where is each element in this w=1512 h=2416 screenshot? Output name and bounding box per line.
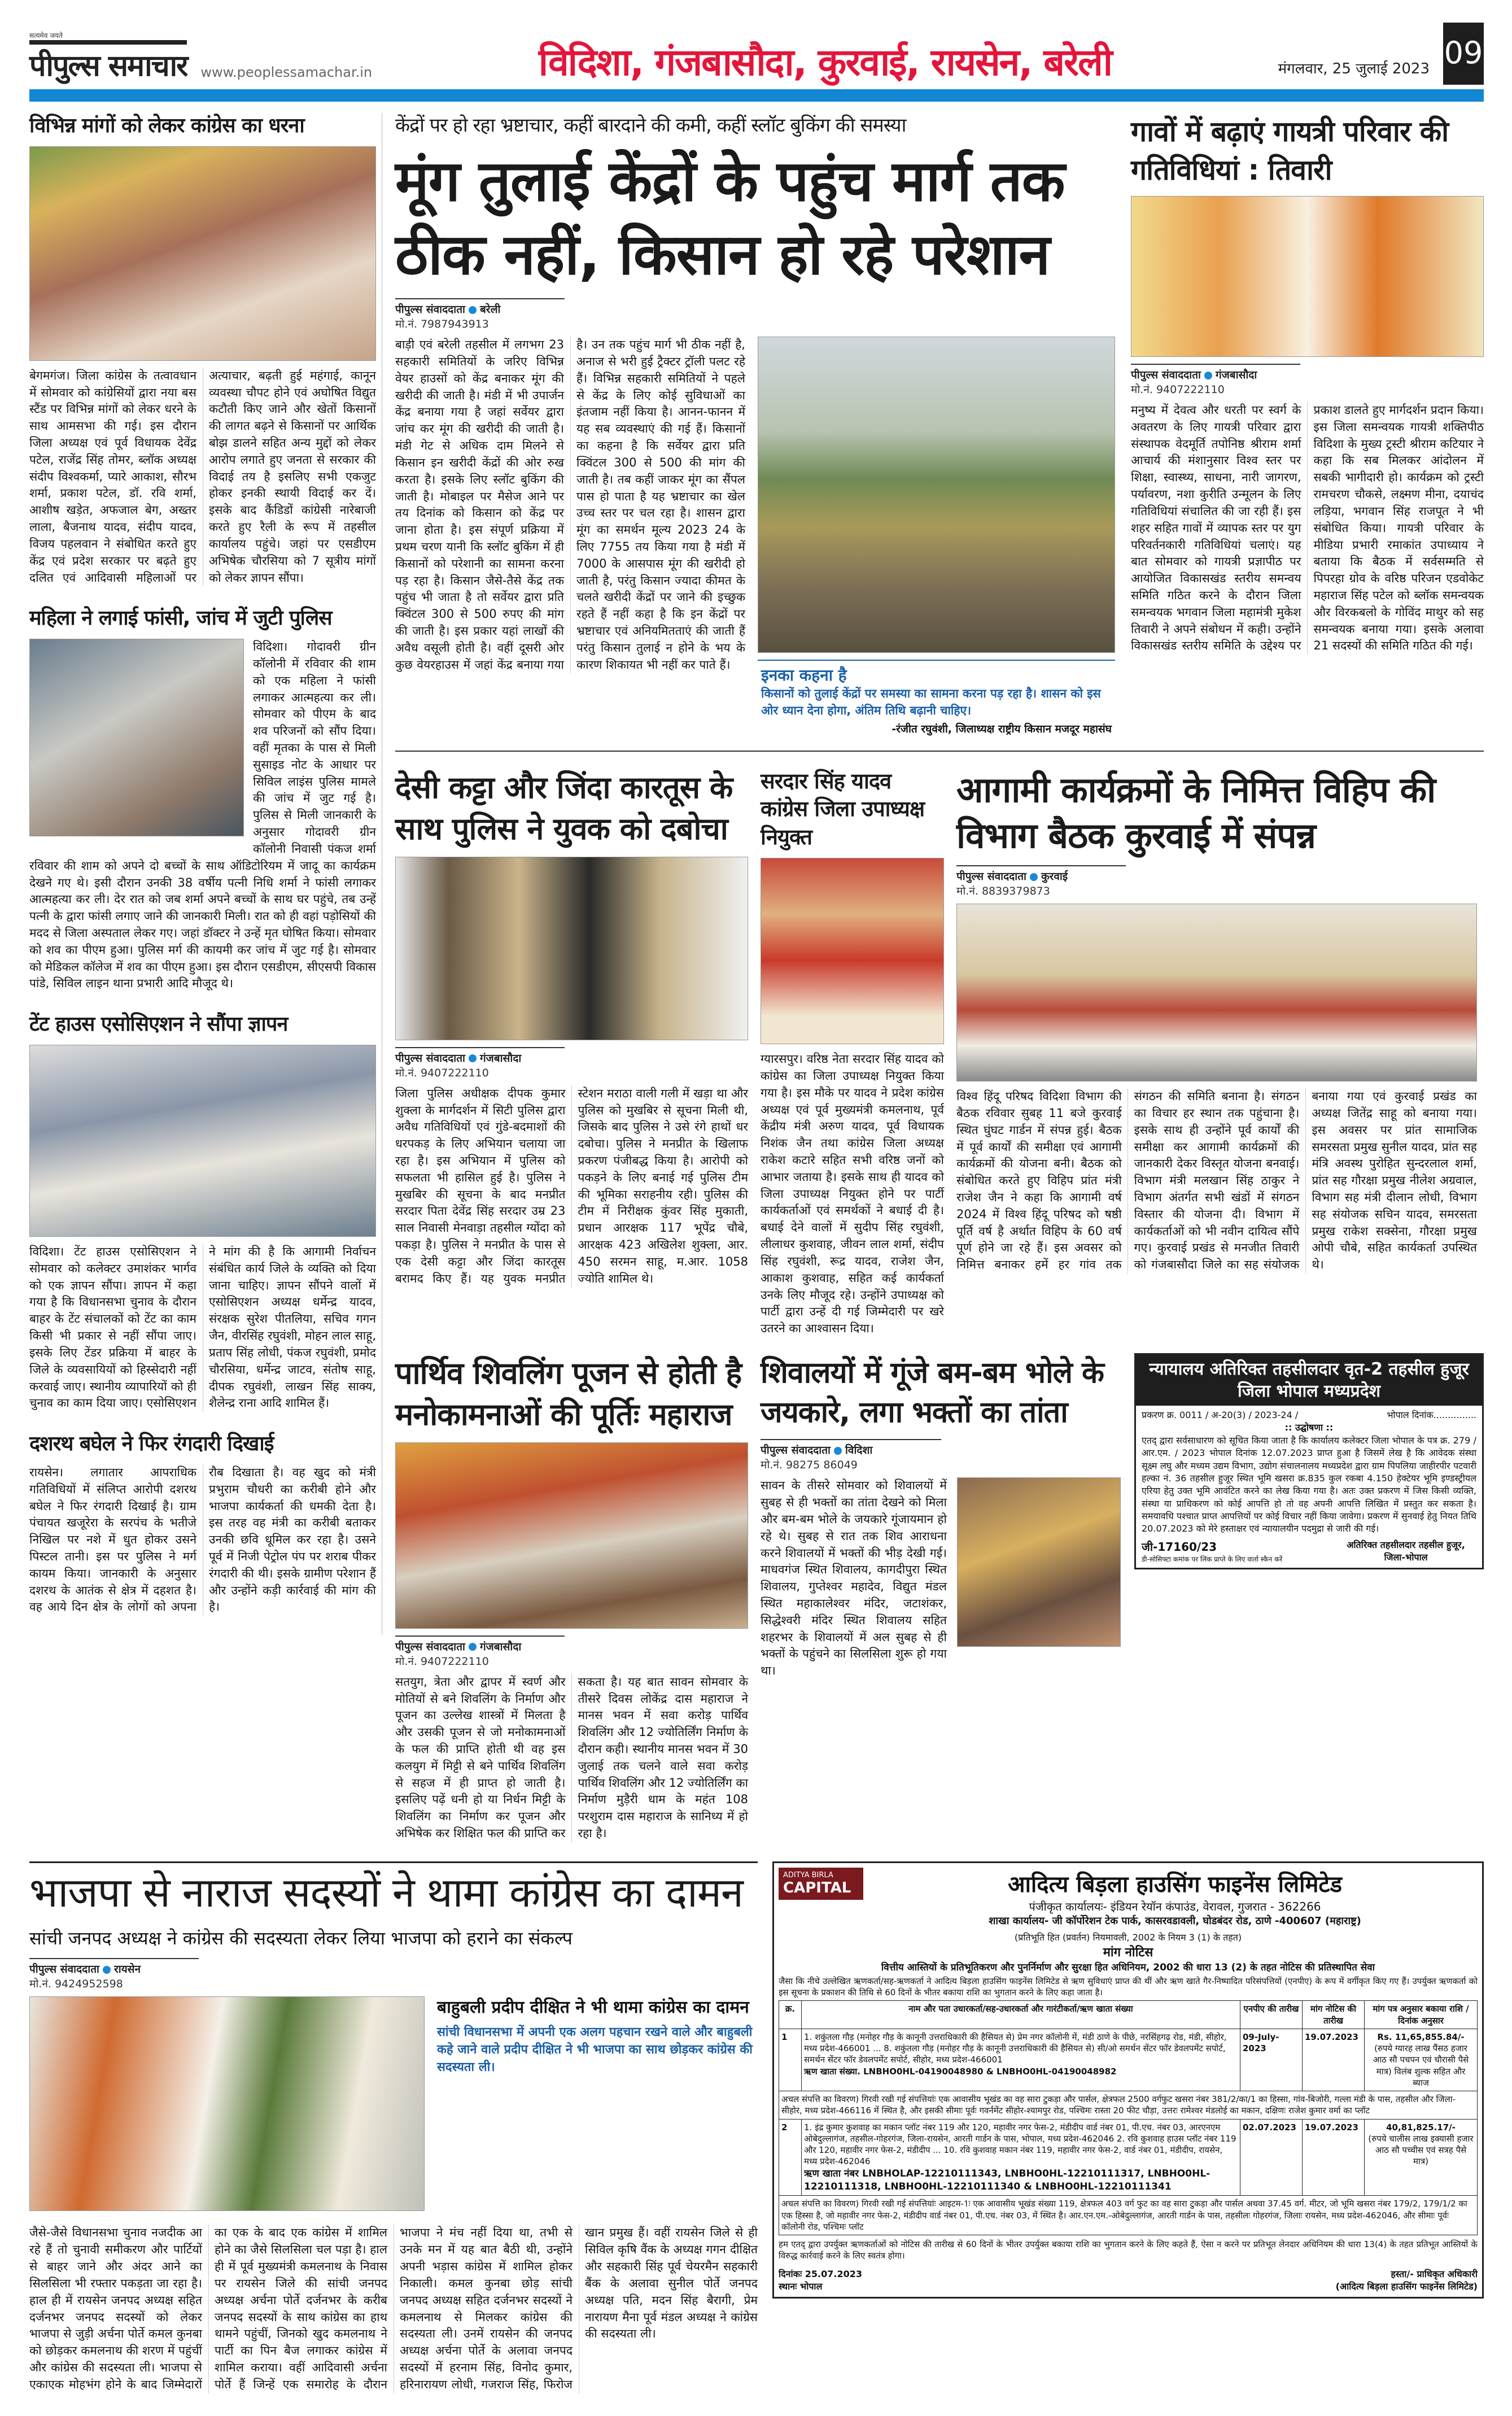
notice-footer-text: हम एतद् द्वारा उपर्युक्त ऋणकर्ताओं को नोटिस की तारीख से 60 दिनों के भीतर उपर्युक्त बकाया राशि का भुगतान करने के लिए कहते हैं, ऐसा न करने पर प्रतिभूत लेनदार अधिनियम की धारा 13(4) के तहत प्रतिभूत आस्तियों के विरुद्ध कार्रवाई करने के लिए स्वतंत्र होगा। [779, 2239, 1478, 2261]
headline-parthiv: पार्थिव शिवलिंग पूजन से होती है मनोकामनाओं की पूर्तिः महाराज [395, 1355, 742, 1432]
bottom-block [29, 1861, 1484, 2393]
headline-tent-house: टेंट हाउस एसोसिएशन ने सौंपा ज्ञापन [29, 1013, 288, 1036]
demand-notice-table [779, 2000, 1478, 2235]
company-title: आदित्य बिड़ला हाउसिंग फाइनेंस लिमिटेड [1008, 1871, 1342, 1898]
byline-mobile: मो.नं. 7987943913 [395, 318, 489, 331]
parthiv-byline [395, 1636, 565, 1674]
notice-section-title: :: उद्घोषणा :: [1284, 1422, 1334, 1433]
byline-mobile: मो.नं. 9407222110 [395, 1066, 489, 1079]
section-sardar-singh [761, 767, 944, 1337]
article-text: सतयुग, त्रेता और द्वापर में स्वर्ण और मोतियों से बने शिवलिंग के निर्माण और पूजन का उल्लेख शास्त्रों में मिलता है और उसकी पूजन से जो मनोकामनाओं के फल की प्राप्ति होती थी वह इस कलयुग में मिट्टी से बने पार्थिव शिवलिंग से सहज में ही प्राप्त हो जाती है। इसलिए पढ़ें धनी हो या निर्धन मिट्टी के शिवलिंग का निर्माण कर पूजन और अभिषेक कर शिक्षित फल की प्राप्ति कर सकता है। यह बात सावन सोमवार के तीसरे दिवस लोकेंद्र दास महाराज ने मानस भवन में सवा करोड़ पार्थिव शिवलिंग और 12 ज्योतिर्लिंग निर्माण के दौरान कही। स्थानीय मानस भवन में 30 जुलाई तक चलने वाले सवा करोड़ पार्थिव शिवलिंग और 12 ज्योतिर्लिंग का निर्माण मुड़ैरी धाम के महंत 108 परशुराम दास महाराज के सानिध्य में हो रहा है। [395, 1674, 748, 1841]
section-gayatri [1131, 113, 1484, 655]
newspaper-logo[interactable] [29, 30, 187, 85]
notice-title: मांग नोटिस [1103, 1945, 1153, 1960]
top-block [29, 113, 1484, 1842]
article-gayatri [1131, 402, 1484, 655]
article-parthiv [395, 1674, 748, 1842]
byline-mobile: मो.नं. 9407222110 [1131, 383, 1225, 396]
brand-name: CAPITAL [783, 1879, 851, 1896]
photo-police-arrest [395, 857, 748, 1040]
byline-reporter: पीपुल्स संवाददाता [1131, 369, 1201, 381]
borrower-names: 1. शकुंतला गौड़ (मनोहर गौड़ के कानूनी उत्तराधिकारी की हैसियत से) प्रेम नगर कॉलोनी में, मंडी ठाणे के पीछे, नरसिंहगढ़ रोड, मंडी, सीहोर, मध्य प्रदेश-466001 ... 8. शकुंतला गौड़ (मनोहर गौड़ के कानूनी उत्तराधिकारी की हैसियत से) सी/ओ समर्थन सेंटर फॉर डेवलपमेंट सपोर्ट, समर्थन सेंटर फॉर डेवलपमेंट सपोर्ट, सीहोर, मध्य प्रदेश-466001 [804, 2031, 1227, 2065]
region-title: विदिशा, गंजबासौदा, कुरवाई, रायसेन, बरेली [538, 40, 1112, 84]
side-box-text: सांची विधानसभा में अपनी एक अलग पहचान रखने वाले और बाहुबली कहे जाने वाले प्रदीप दीक्षित ने भी भाजपा का साथ छोड़कर कांग्रेस की सदस्यता ली। [437, 2025, 753, 2074]
col-header: एनपीए की तारीख [1240, 2001, 1303, 2029]
amount-words: (रुपये चालीस लाख इक्यासी हजार आठ सौ पच्चीस एवं सत्रह पैसे मात्र) [1368, 2133, 1474, 2167]
article-text: बेगमगंज। जिला कांग्रेस के तत्वावधान में सोमवार को कांग्रेसियों द्वारा नया बस स्टैंड पर विभिन्न मांगों को लेकर धरने के साथ आमसभा की गई। इस दौरान जिला अध्यक्ष एवं पूर्व विधायक देवेंद्र पटेल, राजेंद्र सिंह तोमर, ब्लॉक अध्यक्ष संदीप विश्वकर्मा, प्यारे आकाश, सौरभ शर्मा, प्रकाश पटेल, डॉ. रवि शर्मा, आशीष खड़ेत, अफजाल बेग, अख्तर लाला, बैजनाथ यादव, संदीप यादव, विजय पहलवान ने संबोधित करते हुए केंद्र एवं प्रदेश सरकार पर बढ़ते हुए दलित एवं आदिवासी महिलाओं पर अत्याचार, बढ़ती हुई महंगाई, कानून व्यवस्था चौपट होने एवं अघोषित विद्युत कटौती किए जाने और खेतों किसानों की लागत बढ़ने से किसानों पर आर्थिक बोझ डालने सहित अन्य मुद्दों को लेकर आरोप लगाते हुए जनता से सरकार की विदाई तय है इसलिए सभी एकजुट होकर इनकी स्थायी विदाई कर दें। इसके बाद कैंडिडों कांग्रेसी नारेबाजी करते हुए रैली के रूप में तहसील कार्यालय पहुंचे। जहां पर एसडीएम अभिषेक चौरसिया को 7 सूत्रीय मांगों को लेकर ज्ञापन सौंपा। [29, 368, 376, 585]
brand-logo [779, 1868, 863, 1900]
byline-place: विदिशा [845, 1444, 873, 1457]
byline-reporter: पीपुल्स संवाददाता [395, 303, 465, 316]
quote-box [758, 660, 1115, 739]
notice-signature: अतिरिक्त तहसीलदार तहसील हुजूर, जिला-भोपाल [1347, 1539, 1465, 1563]
amount-cell [1365, 2119, 1478, 2196]
col-header: मांग पत्र अनुसार बकाया राशि / दिनांक अनुसार [1365, 2001, 1478, 2029]
article-text: बाड़ी एवं बरेली तहसील में लगभग 23 सहकारी समितियों के जरिए विभिन्न वेयर हाउसों को केंद्र बनाकर मूंग की खरीदी की जाती है। मंडी में भी उपार्जन केंद्र बनाया गया है जहां सर्वेयर द्वारा जांच कर मूंग की खरीदी की जाती है। मंडी गेट से अधिक दाम मिलने से किसान इन खरीदी केंद्रों की ओर रुख करता है। इसके लिए स्लॉट बुकिंग की जाती है। मोबाइल पर मैसेज आने पर तय दिनांक को किसान को केंद्र पर जाना होता है। इस संपूर्ण प्रक्रिया में प्रथम चरण यानी कि स्लॉट बुकिंग में ही किसानों को परेशानी का सामना करना पड़ रहा है। किसान जैसे-तैसे केंद्र तक पहुंच भी जाता है तो सर्वेयर द्वारा प्रति क्विंटल 300 से 500 रुपए की मांग की जाती है। इस प्रकार यहां लाखों की अवैध वसूली होती है। वहीं दूसरी ओर कुछ वेयरहाउस में जहां केंद्र बनाया गया है। उन तक पहुंच मार्ग भी ठीक नहीं है, अनाज से भरी हुई ट्रैक्टर ट्रॉली पलट रहे हैं। विभिन्न सहकारी समितियों ने पहले से केंद्र के लिए कोई सुविधाओं का इंतजाम नहीं किया है। आनन-फानन में यह सब व्यवस्थाएं की गई हैं। किसानों का कहना है कि सर्वेयर द्वारा प्रति क्विंटल 300 से 500 की मांग की जाती है। तब कहीं जाकर मूंग का सैंपल पास हो पाता है यह भ्रष्टाचार का खेल उच्च स्तर पर चल रहा है। शासन द्वारा मूंग का समर्थन मूल्य 2023 24 के लिए 7755 तय किया गया है मंडी में 7000 के आसपास मूंग की खरीदी हो जाती है, परंतु किसान ज्यादा कीमत के चलते खरीदी केंद्रों पर जाने की इच्छुक रहते हैं नहीं कहा है कि इन केंद्रों पर भ्रष्टाचार एवं अनियमितताएं की जाती हैं परंतु किसान तुलाई न होने के भय के कारण शिकायत भी नहीं कर पाते हैं। [395, 338, 745, 671]
row-no: 1 [779, 2029, 802, 2091]
notice-issue-date: दिनांकः 25.07.2023 [779, 2268, 862, 2279]
borrower-names: 1. इंद्र कुमार कुशवाह का मकान प्लॉट नंबर 119 और 120, महावीर नगर फेस-2, मंडीदीप वार्ड नंबर 01, पी.एच. नंबर 03, आरएनएम ओबेदुल्लागंज, तहसील-गोहरगंज, जिला-रायसेन, आरती गार्डन के पास, भोपाल, मध्य प्रदेश-462046 2. रवि कुशवाह हाउस प्लॉट नंबर 119 और 120, महावीर नगर फेस-2, मंडीदीप ... 10. रवि कुशवाह मकान नंबर 119, महावीर नगर फेस-2, वार्ड नंबर 01, मंडीदीप, रायसेन, मध्य प्रदेश-462046 [804, 2122, 1236, 2167]
court-notice-title: न्यायालय अतिरिक्त तहसीलदार वृत-2 तहसील हुजूर जिला भोपाल मध्यप्रदेश [1136, 1355, 1482, 1406]
bjp-media-row [29, 1996, 758, 2218]
article-bam-bam [761, 1477, 947, 1680]
byline-mobile: मो.नं. 9407222110 [395, 1655, 489, 1668]
quote-text: किसानों को तुलाई केंद्रों पर समस्या का सामना करना पड़ रहा है। शासन को इस ओर ध्यान देना होगा, अंतिम तिथि बढ़ानी चाहिए। [761, 687, 1101, 717]
article-tent-house [29, 1244, 376, 1412]
headline-desi-katta: देसी कट्टा और जिंदा कारतूस के साथ पुलिस ने युवक को दबोचा [395, 769, 733, 847]
article-text: जिला पुलिस अधीक्षक दीपक कुमार शुक्ला के मार्गदर्शन में सिटी पुलिस द्वारा अवैध गतिविधियों एवं गुंडे-बदमाशों की धरपकड़ के लिए अभियान चलाया जा रहा है। इस अभियान में पुलिस को सफलता भी हासिल हुई है। पुलिस ने मुखबिर की सूचना के बाद मनप्रीत सरदार पिता देवेंद्र सिंह सरदार उम्र 23 साल निवासी मेनवाड़ा तहसील ग्योंदा को पकड़ा है। पुलिस ने मनप्रीत के पास से एक देसी कट्टा और जिंदा कारतूस बरामद किए हैं। यह युवक मनप्रीत स्टेशन मराठा वाली गली में खड़ा था और पुलिस को मुखबिर से सूचना मिली थी, जिसके बाद पुलिस ने उसे रंगे हाथों धर दबोचा। पुलिस ने मनप्रीत के खिलाफ प्रकरण पंजीबद्ध किया है। आरोपी को पकड़ने के लिए बनाई गई पुलिस टीम की भूमिका सराहनीय रही। पुलिस की टीम में निरीक्षक कुंवर सिंह मुकाती, प्रधान आरक्षक 117 भूपेंद्र चौबे, आरक्षक 423 अखिलेश शुक्ला, आर. 450 सरमन साहू, म.आर. 1058 ज्योति शामिल थे। [395, 1086, 748, 1285]
row-names [802, 2119, 1240, 2196]
court-notice-body [1136, 1406, 1482, 1568]
website-url[interactable]: www.peoplessamachar.in [200, 64, 373, 80]
row-c [395, 1353, 1484, 1842]
photo-parthiv-pooja [395, 1442, 748, 1629]
article-text: विदिशा। टेंट हाउस एसोसिएशन ने सोमवार को कलेक्टर उमाशंकर भार्गव को एक ज्ञापन सौंपा। ज्ञापन में कहा गया है कि विधानसभा चुनाव के दौरान बाहर के टेंट संचालकों को टेंट का काम किसी भी प्रकार से नहीं सौंपा जाए। इसके लिए टेंडर प्रक्रिया में बाहर के जिले के व्यवसायियों को हिस्सेदारी नहीं करवाई जाए। स्थानीय व्यापारियों को ही चुनाव का काम दिया जाए। एसोसिएशन ने मांग की है कि आगामी निर्वाचन संबंधित कार्य जिले के व्यक्ति को दिया जाना चाहिए। ज्ञापन सौंपने वालों में एसोसिएशन अध्यक्ष धर्मेन्द्र यादव, संरक्षक सुरेश पीतलिया, सचिव गगन जैन, वीरसिंह रघुवंशी, मोहन लाल साहू, प्रताप सिंह लोधी, पंकज रघुवंशी, प्रमोद चौरसिया, धर्मेन्द्र जाटव, संतोष साहू, दीपक रघुवंशी, लाखन सिंह साक्य, शैलेन्द्र राना आदि शामिल हैं। [29, 1245, 376, 1410]
branch-office: शाखा कार्यालय- जी कॉर्पोरेशन टेक पार्क, कासरवडावली, घोडबंदर रोड, ठाणे -400607 (महाराष्ट्र) [989, 1915, 1361, 1927]
section-bjp-congress [29, 1861, 758, 2393]
bjp-byline [29, 1958, 199, 1996]
subheadline-bjp-congress: सांची जनपद अध्यक्ष ने कांग्रेस की सदस्यता लेकर लिया भाजपा को हराने का संकल्प [29, 1927, 573, 1950]
article-desi-katta [395, 1085, 748, 1288]
section-suicide [29, 605, 376, 992]
katta-byline [395, 1047, 565, 1085]
section-congress-dharna [29, 113, 376, 586]
row-no: 2 [779, 2119, 802, 2196]
issue-date: मंगलवार, 25 जुलाई 2023 [1278, 60, 1430, 77]
loan-account: ऋण खाता नंबर LNBHOLAP-12210111343, LNBHO0HL-12210111317, LNBHO0HL-12210111318, LNBHO0HL-12210111340 & LNBHO0HL-12210111341 [804, 2168, 1211, 2192]
section-main [395, 113, 1115, 739]
notice-company-info [872, 1868, 1478, 1927]
header-blue-bar [29, 89, 1484, 102]
byline-reporter: पीपुल्स संवाददाता [29, 1963, 99, 1976]
headline-dashrath: दशरथ बघेल ने फिर रंगदारी दिखाई [29, 1432, 274, 1456]
article-text: मनुष्य में देवत्व और धरती पर स्वर्ग के अवतरण के लिए गायत्री परिवार द्वारा संस्थापक वेदमूर्ति तपोनिष्ठ श्रीराम शर्मा आचार्य की मंशानुसार विश्व स्तर पर शिक्षा, स्वास्थ्य, साधना, नारी जागरण, पर्यावरण, नशा कुरीति उन्मूलन के लिए गतिविधियां संचालित की जा रही हैं। इस शहर सहित गावों में व्यापक स्तर पर युग परिवर्तनकारी गतिविधियां चलाएं। यह बात सोमवार को गायत्री प्रज्ञापीठ पर आयोजित विकासखंड स्तरीय समन्वय समिति गठित करने के दौरान जिला समन्वयक भगवान जिला महामंत्री मुकेश तिवारी ने अपने संबोधन में कही। उन्होंने विकासखंड स्तरीय समिति के उद्देश्य पर प्रकाश डालते हुए मार्गदर्शन प्रदान किया। इस जिला समन्वयक गायत्री शक्तिपीठ विदिशा के मुख्य ट्रस्टी श्रीराम कटियार ने कहा कि सब मिलकर आंदोलन में सबकी भागीदारी हो। कार्यक्रम को ट्रस्टी रामचरण चौकसे, लक्ष्मण मीना, दयाचंद लड़िया, भगवान सिंह राजपूत ने भी संबोधित किया। गायत्री परिवार के मीडिया प्रभारी रमाकांत उपाध्याय ने बताया कि बैठक में सर्वसम्मति से पिपरहा ग्रोव के वरिष्ठ परिजन एडवोकेट महाराज सिंह पटेल को ब्लॉक समन्वयक और विरकबलो के गोविंद माथुर को सह समन्वयक बनाया गया। इसके अलावा 21 सदस्यों की समिति गठित की गई। [1131, 403, 1484, 653]
col-header: क्र. [779, 2001, 802, 2029]
property-details: अचल संपत्ति का विवरण) गिरवी रखी गई संपत्तियांः आइटम-1ः एक आवासीय भूखंड संख्या 119, क्षेत्रफल 403 वर्ग फुट का वह सारा टुकड़ा और पार्सल अथवा 37.45 वर्ग. मीटर, जो भूमि खसरा नंबर 179/2, 179/1/2 का एक हिस्सा है, जो महावीर नगर फेस-2, मंडीदीप वार्ड नंबर 01, पी.एच. नंबर 03, में स्थित है। आर.एन.एम.-ओबेदुल्लागंज, आरती गार्डन के पास, तहसीलः गोहरगंज, जिलाः रायसेन, मध्य प्रदेश-462046, और सीमाः पूर्वः कॉलोनी रोड, पश्चिमः प्लॉट [779, 2196, 1478, 2235]
section-vhp [956, 767, 1477, 1274]
photo-tractor-road [758, 337, 1115, 653]
photo-suicide [29, 639, 244, 836]
notice-text: एतद् द्वारा सर्वसाधारण को सूचित किया जाता है कि कार्यालय कलेक्टर जिला भोपाल के पत्र क्र. 279 / आर.एम. / 2023 भोपाल दिनांक 12.07.2023 प्राप्त हुआ है जिसमें लेख है कि आवेदक संस्था सूक्ष्म लघु और मध्यम उद्यम विभाग, उद्योग संचालनालय मध्यप्रदेश द्वारा ग्राम पिपलिया जाहीरपीर पटवारी हल्का नं. 36 तहसील हुजूर स्थित भूमि खसरा क्र.835 कुल रकबा 4.150 हेक्टेयर भूमि इण्डस्ट्रीयल एरिया हेतु उक्त भूमि आवंटित करने का लेख किया गया है। अतः उक्त प्रकरण में जिस किसी व्यक्ति, संस्था या प्राधिकरण को कोई आपत्ति हो तो वह अपनी आपत्ति लिखित में प्रस्तुत कर सकता है। समयावधि पश्चात प्राप्त आपत्तियों पर कोई विचार नहीं किया जावेगा। प्रकरण में सुनवाई हेतु नियत तिथि 20.07.2023 को मेरे हस्ताक्षर एवं न्यायालयीन पदमुद्रा से जारी की गई। [1142, 1434, 1476, 1534]
side-box-pradeep [437, 1996, 758, 2076]
byline-mobile: मो.नं. 8839379873 [956, 885, 1050, 898]
brand-top: ADITYA BIRLA [783, 1870, 833, 1879]
table-row [779, 2029, 1478, 2091]
amount: 40,81,825.17/- [1386, 2122, 1456, 2132]
page-number [1443, 23, 1484, 85]
headline-vhp: आगामी कार्यक्रमों के निमित्त विहिप की विभाग बैठक कुरवाई में संपन्न [956, 769, 1436, 856]
reg-office: पंजीकृत कार्यालयः- इंडियन रेयॉन कंपाउंड, वेरावल, गुजरात - 362266 [1029, 1899, 1321, 1913]
main-kicker: केंद्रों पर हो रहा भ्रष्टाचार, कहीं बारदाने की कमी, कहीं स्लॉट बुकिंग की समस्या [395, 114, 906, 137]
notice-subtitle: वित्तीय आस्तियों के प्रतिभूतिकरण और पुनर्निर्माण और सुरक्षा हित अधिनियम, 2002 की धारा 13 (2) के तहत नोटिस की प्रतिस्थापित सेवा [881, 1961, 1375, 1973]
amount-cell [1365, 2029, 1478, 2091]
table-row [779, 2119, 1478, 2196]
article-text: विदिशा। गोदावरी ग्रीन कॉलोनी में रविवार की शाम को एक महिला ने फांसी लगाकर आत्महत्या कर ली। सोमवार को पीएम के बाद शव परिजनों को सौंप दिया। वहीं मृतका के पास से मिली सुसाइड नोट के आधार पर सिविल लाइंस पुलिस मामले की जांच में जुट गई है। पुलिस से मिली जानकारी के अनुसार गोदावरी ग्रीन कॉलोनी निवासी पंकज शर्मा रविवार की शाम को अपने दो बच्चों के साथ ऑडिटोरियम में जादू का कार्यक्रम देखने गए थे। इसी दौरान उनकी 38 वर्षीय पत्नी निधि शर्मा ने फांसी लगाकर आत्महत्या कर ली। देर रात को जब शर्मा अपने बच्चों के साथ घर पहुंचे, तब उन्हें पत्नी के द्वारा फांसी लगाए जाने की जानकारी मिली। रात को ही वहां पड़ोसियों की मदद से जिला अस्पताल लेकर गए। जहां डॉक्टर ने उन्हें मृत घोषित किया। सोमवार को शव का पीएम हुआ। पुलिस मर्ग की कायमी कर जांच में जुट गई है। सोमवार को मेडिकल कॉलेज में शव का पीएम हुआ। इस दौरान एसडीएम, सीएसपी विकास पांडे, सिविल लाइन थाना प्रभारी आदि मौजूद थे। [29, 640, 376, 991]
article-text: जैसे-जैसे विधानसभा चुनाव नजदीक आ रहे हैं तो चुनावी समीकरण और पार्टियों से बाहर जाने और अंदर आने का सिलसिला भी रफ्तार पकड़ता जा रहा है। हाल ही में रायसेन जनपद अध्यक्ष सहित दर्जनभर जनपद सदस्यों को लेकर भाजपा से जुड़ी अर्चना पोर्ते कमल कुनबा को छोड़कर कमलनाथ की शरण में पहुंचीं और कांग्रेस की सदस्यता ली। भाजपा से एकाएक मोहभंग होने के बाद जिम्मेदारों का एक के बाद एक कांग्रेस में शामिल होने का जैसे सिलसिला चल पड़ा है। हाल ही में पूर्व मुख्यमंत्री कमलनाथ के निवास पर रायसेन जिले की सांची जनपद अध्यक्ष अर्चना पोर्ते दर्जनभर के करीब जनपद सदस्यों के साथ कांग्रेस का हाथ थामने पहुंचीं, जिनको खुद कमलनाथ ने पार्टी का पिन बैज लगाकर कांग्रेस में शामिल कराया। वहीं आदिवासी अर्चना पोर्ते हैं जिन्हें एक समारोह के दौरान भाजपा ने मंच नहीं दिया था, तभी से उनके मन में यह बात बैठी थी, उन्होंने अपनी भड़ास कांग्रेस में शामिल होकर निकाली। कमल कुनबा छोड़ सांची जनपद अध्यक्ष सहित दर्जनभर सदस्यों ने कमलनाथ से मिलकर कांग्रेस की सदस्यता ली। उनमें रायसेन की जनपद अध्यक्ष अर्चना पोर्ते के अलावा जनपद सदस्यों में हरनाम सिंह, विनोद कुमार, हरिनारायण लोधी, गजराज सिंह, फिरोज खान प्रमुख हैं। वहीं रायसेन जिले से ही सिविल कृषि वैंक के अध्यक्ष गगन दीक्षित और सहकारी सिंह पूर्व चेयरमैन सहकारी बैंक के अलावा सुनील पोर्ते जनपद अध्यक्ष पति, मदन सिंह बैरागी, प्रेम नारायण मैना पूर्व मंडल अध्यक्ष ने कांग्रेस की सदस्यता ली। [29, 2226, 758, 2391]
photo-shivalaya [957, 1477, 1121, 1647]
aditya-birla-notice [772, 1861, 1484, 2299]
masthead-tagline: सत्यमेव जयते [29, 32, 63, 40]
row-names [802, 2029, 1240, 2091]
byline-reporter: पीपुल्स संवाददाता [761, 1444, 831, 1457]
section-bam-bam [761, 1353, 1122, 1680]
notice-place: स्थानः भोपाल [779, 2280, 823, 2292]
gayatri-byline [1131, 364, 1300, 402]
headline-congress-dharna: विभिन्न मांगों को लेकर कांग्रेस का धरना [29, 114, 304, 137]
section-dashrath [29, 1431, 376, 1616]
byline-reporter: पीपुल्स संवाददाता [395, 1052, 465, 1065]
article-suicide [29, 639, 376, 992]
notice-headings [779, 1931, 1478, 1973]
notice-ref-note: डी-सोसिफ्टा कमांक पर लिंक प्राप्ते के लिए वार्ता स्कैन करें [1142, 1555, 1283, 1563]
article-text: रायसेन। लगातार आपराधिक गतिविधियों में संलिप्त आरोपी दशरथ बघेल ने फिर रंगदारी दिखाई है। ग्राम पंचायत खजूरेरा के सरपंच के भतीजे निखिल पर नशे में धुत होकर उसने पिस्टल तानी। इस पर पुलिस ने मर्ग कायम किया। जानकारी के अनुसार दशरथ के आतंक से क्षेत्र में दहशत है। वह आये दिन क्षेत्र के लोगों को अपना रौब दिखाता है। वह खुद को मंत्री प्रभुराम चौधरी का करीबी होने और भाजपा कार्यकर्ता की धमकी देता है। इस तरह वह मंत्री का करीबी बताकर उनकी छवि धूमिल कर रहा है। उसने पूर्व में निजी पेट्रोल पंप पर शराब पीकर रंगदारी की थी। इसके ग्रामीण परेशान हैं और उन्होंने कड़ी कार्रवाई की मांग की है। [29, 1465, 376, 1614]
left-column [29, 113, 382, 1635]
quote-author: -रंजीत रघुवंशी, जिलाध्यक्ष राष्ट्रीय किसान मजदूर महासंघ [892, 722, 1112, 735]
photo-kamalnath-joining [29, 1996, 425, 2211]
section-parthiv [395, 1353, 748, 1842]
byline-place: गंजबासौदा [479, 1052, 522, 1065]
company-signature: (आदित्य बिड़ला हाउसिंग फाइनेंस लिमिटेड) [1335, 2280, 1478, 2292]
amount-words: (रुपये ग्यारह लाख पैंसठ हजार आठ सौ पचपन एवं चौरासी पैसे मात्र) विलंब शुल्क सहित और ब्याज [1373, 2043, 1469, 2088]
page-number-text: 09 [1444, 35, 1483, 71]
quote-title: इनका कहना है [761, 666, 847, 685]
article-vhp [956, 1088, 1477, 1274]
article-dashrath [29, 1464, 376, 1616]
photo-gayatri [1131, 196, 1484, 357]
notice-intro: जैसा कि नीचे उल्लेखित ऋणकर्ता/सह-ऋणकर्ता ने आदित्य बिड़ला हाउसिंग फाइनेंस लिमिटेड से ऋण सुविधाएं प्राप्त की थीं और ऋण खाते गैर-निष्पादित परिसंपत्तियों (एनपीए) के रूप में वर्गीकृत किए गए हैं। उपर्युक्त ऋणकर्ता को इस सूचना के प्रकाशन की तिथि से 60 दिनों के भीतर बकाया राशि का भुगतान करने के लिए कहा जाता है। [779, 1975, 1478, 1998]
byline-place: गंजबासौदा [1215, 369, 1257, 381]
col-header: मांग नोटिस की तारीख [1303, 2001, 1365, 2029]
main-body-row [395, 337, 1115, 739]
photo-congress-dharna [29, 146, 376, 361]
byline-reporter: पीपुल्स संवाददाता [395, 1640, 465, 1653]
main-media [758, 337, 1115, 739]
photo-tent-house [29, 1045, 376, 1237]
headline-sardar-singh: सरदार सिंह यादव कांग्रेस जिला उपाध्यक्ष नियुक्त [761, 768, 925, 849]
byline-mobile: मो.नं. 98275 86049 [761, 1459, 858, 1472]
bam-bam-byline [761, 1439, 941, 1477]
article-text: सावन के तीसरे सोमवार को शिवालयों में सुबह से ही भक्तों का तांता देखने को मिला और बम-बम भोले के जयकारे गूंजायमान हो रहे थे। सुबह से रात तक शिव आराधना करने शिवालयों में भक्तों की भीड़ देखी गई। माधवगंज स्थित शिवालय, कागदीपुरा स्थित शिवालय, गुप्तेश्वर महादेव, विद्युत मंडल स्थित महाकालेश्वर मंदिर, जटाशंकर, सिद्धेश्वरी मंदिर स्थित शिवालय सहित शहरभर के शिवालयों में अल सुबह से ही भक्तों के पहुंचने का सिलसिला शुरू हो गया था। [761, 1479, 947, 1678]
article-text: ग्यारसपुर। वरिष्ठ नेता सरदार सिंह यादव को कांग्रेस का जिला उपाध्यक्ष नियुक्त किया गया है। इस मौके पर यादव ने प्रदेश कांग्रेस अध्यक्ष एवं पूर्व मुख्यमंत्री कमलनाथ, पूर्व केंद्रीय मंत्री अरुण यादव, पूर्व विधायक निशंक जैन तथा कांग्रेस जिला अध्यक्ष राकेश कटारे सहित सभी वरिष्ठ जनों को आभार जताया है। इसके साथ ही यादव को जिला उपाध्यक्ष नियुक्त होने पर पार्टी कार्यकर्ताओं एवं समर्थकों ने बधाई दी है। बधाई देने वालों में सुदीप सिंह रघुवंशी, लीलाधर कुशवाह, जीवन लाल शर्मा, संदीप सिंह रघुवंशी, रूद्र यादव, राजेश जैन, आकाश कुशवाह, सहित कई कार्यकर्ता उनके लिए मौजूद रहे। उन्होंने उपाध्यक्ष को पार्टी द्वारा उन्हें दी गई जिम्मेदारी पर खरे उतरने का आश्वासन दिया। [761, 1052, 944, 1336]
byline-reporter: पीपुल्स संवाददाता [956, 870, 1026, 883]
case-number: प्रकरण क्र. 0011 / अ-20(3) / 2023-24 / [1142, 1409, 1299, 1420]
notice-footer [779, 2267, 1478, 2292]
article-bjp-congress [29, 2225, 758, 2393]
article-sardar-singh [761, 1051, 944, 1337]
article-congress-dharna [29, 368, 376, 587]
section-tent-house [29, 1011, 376, 1412]
notice-date: भोपाल दिनांक............... [1387, 1409, 1476, 1420]
right-area [395, 113, 1484, 1842]
row-b [395, 767, 1484, 1337]
headline-bam-bam: शिवालयों में गूंजे बम-बम भोले के जयकारे, लगा भक्तों का तांता [761, 1355, 1104, 1430]
loan-account: ऋण खाता संख्या. LNBHO0HL-04190048980 & LNBHO0HL-04190048982 [804, 2066, 1117, 2077]
signatory: हस्ता/- प्राधिकृत अधिकारी [1391, 2268, 1478, 2279]
masthead [29, 23, 1484, 89]
section-desi-katta [395, 767, 748, 1288]
byline-place: गंजबासौदा [479, 1640, 522, 1653]
row-a [395, 113, 1484, 752]
notice-law: (प्रतिभूति हित (प्रवर्तन) नियमावली, 2002 के नियम 3 (1) के तहत) [1014, 1931, 1242, 1943]
article-text: विश्व हिंदू परिषद विदिशा विभाग की बैठक रविवार सुबह 11 बजे कुरवाई स्थित घुंघट गार्डन में संपन्न हुई। बैठक में पूर्व कार्यों की समीक्षा एवं आगामी कार्यक्रमों की योजना बनी। बैठक को संबोधित करते हुए विहिप प्रांत मंत्री राजेश जैन ने कहा कि आगामी वर्ष 2024 में विश्व हिंदू परिषद को षष्ठी पूर्ति वर्ष है अर्थात विहिप के 60 वर्ष पूर्ण होने जा रहे हैं। इस अवसर को निमित्त बनाकर हमें हर गांव तक संगठन की समिति बनाना है। संगठन का विचार हर स्थान तक पहुंचाना है। इसके साथ ही उन्होंने पूर्व कार्यों की समीक्षा कर आगामी कार्यक्रमों की जानकारी देकर विस्तृत योजना बनवाई। विभाग मंत्री मलखान सिंह ठाकुर ने विभाग अंतर्गत सभी खंडों में संगठन विस्तार की योजना दी। विभाग में कार्यकर्ताओं को भी नवीन दायित्व सौंपे गए। कुरवाई प्रखंड से मनजीत तिवारी को गंजबासौदा जिले का सह संयोजक बनाया गया एवं कुरवाई प्रखंड का अध्यक्ष जितेंद्र साहू को बनाया गया। इस अवसर पर प्रांत सामाजिक समरसता प्रमुख सुनील यादव, प्रांत सह मंत्रि अवस्थ पुरोहित सुन्दरलाल शर्मा, प्रांत सह गौरक्षा प्रमुख नीलेश अग्रवाल, विभाग सह मंत्री दीलान लोधी, विभाग सह संयोजक सचिन यादव, समरसता प्रमुख राकेश सक्सेना, गौरक्षा प्रमुख ओपी चौबे, सहित कार्यकर्ता उपस्थित थे। [956, 1089, 1477, 1272]
notice-date: 19.07.2023 [1303, 2119, 1365, 2196]
byline-mobile: मो.नं. 9424952598 [29, 1978, 123, 1991]
notice-ref: जी-17160/23 [1142, 1540, 1217, 1554]
col-header: नाम और पता उधारकर्ता/सह-उधारकर्ता और गारंटीकर्ता/ऋण खाता संख्या [802, 2001, 1240, 2029]
headline-suicide: महिला ने लगाई फांसी, जांच में जुटी पुलिस [29, 607, 332, 630]
vhp-byline [956, 865, 1126, 904]
main-byline [395, 298, 565, 337]
npa-date: 09-July-2023 [1240, 2029, 1303, 2091]
article-main [395, 337, 745, 673]
photo-sardar-singh [761, 858, 944, 1044]
amount: Rs. 11,65,855.84/- [1377, 2031, 1465, 2042]
side-box-title: बाहुबली प्रदीप दीक्षित ने भी थामा कांग्रेस का दामन [437, 1998, 749, 2018]
logo-text: पीपुल्स समाचार [29, 40, 187, 85]
headline-gayatri: गावों में बढ़ाएं गायत्री परिवार की गतिविधियां : तिवारी [1131, 115, 1449, 186]
notice-date: 19.07.2023 [1303, 2029, 1365, 2091]
bam-bam-body-row [761, 1477, 1122, 1680]
headline-bjp-congress: भाजपा से नाराज सदस्यों ने थामा कांग्रेस का दामन [29, 1861, 758, 1920]
byline-place: बरेली [479, 303, 501, 316]
property-row [779, 2196, 1478, 2235]
main-headline: मूंग तुलाई केंद्रों के पहुंच मार्ग तक ठीक नहीं, किसान हो रहे परेशान [395, 148, 1065, 288]
court-notice [1134, 1353, 1484, 1569]
npa-date: 02.07.2023 [1240, 2119, 1303, 2196]
byline-place: कुरवाई [1041, 870, 1068, 883]
byline-place: रायसेन [113, 1963, 141, 1976]
property-details: अचल संपत्ति का विवरण) गिरवी रखी गई संपत्तियांः एक आवासीय भूखंड का वह सारा टुकड़ा और पार्सल, क्षेत्रफल 2500 वर्गफुट खसरा नंबर 381/2/का/1 का हिस्सा, गांव-बिजोरी, गल्ला मंडी के पास, तहसील और जिला-सीहोर, मध्य प्रदेश-466116 में स्थित है, और इसकी सीमाः पूर्वः गवर्नमेंट सीहोर-श्यामपुर रोड, पश्चिमः रास्ता 20 फीट चौड़ा, उत्तरः रामेश्वर मंडलोई का मकान, दक्षिणः राजेश कुमार वर्मा का प्लॉट [779, 2091, 1478, 2120]
property-row [779, 2091, 1478, 2120]
notice-header [779, 1868, 1478, 1927]
photo-vhp-meeting [956, 904, 1477, 1081]
